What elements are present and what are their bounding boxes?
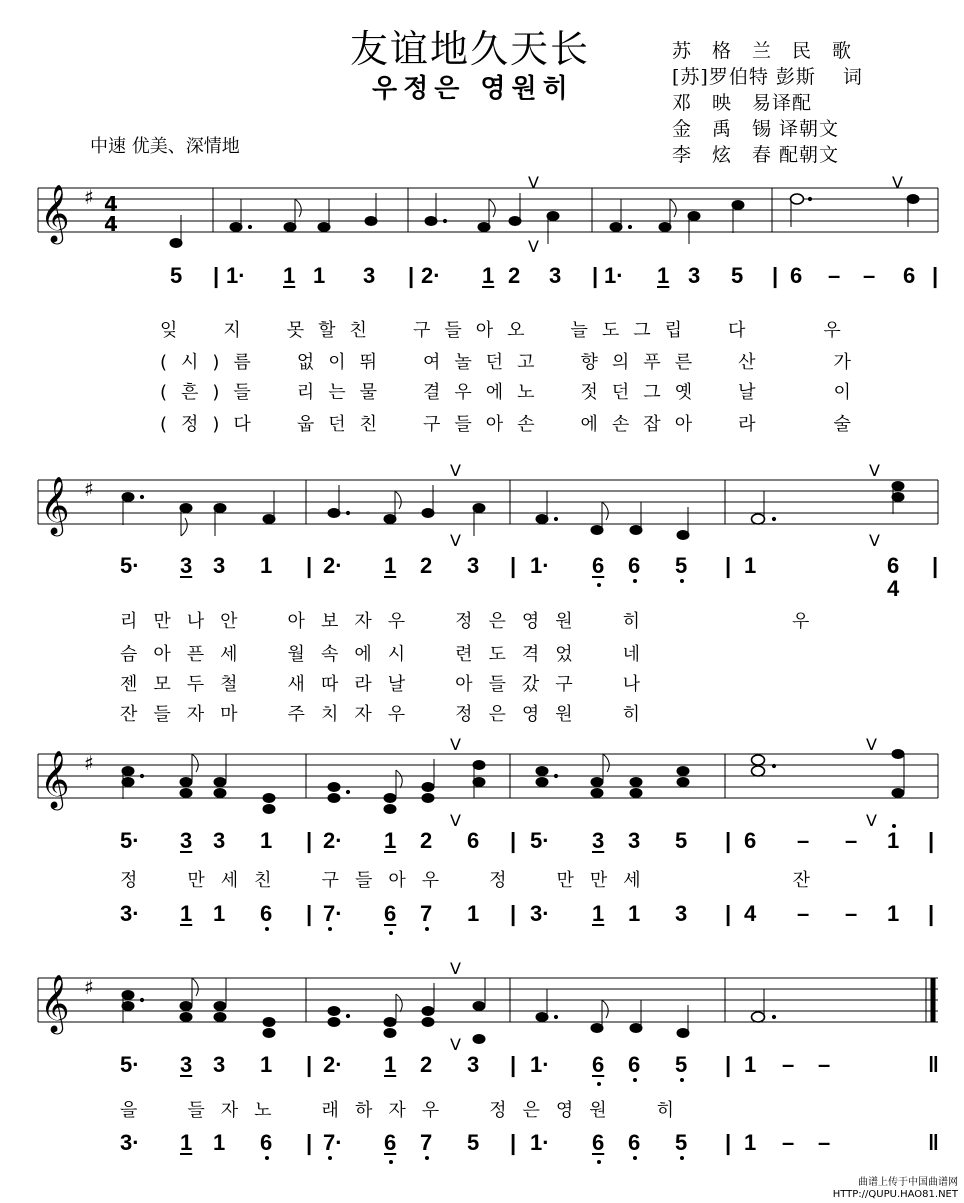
jianpu-note-s2-1: 3 bbox=[180, 553, 193, 578]
jianpu-note-s2-5: 2· bbox=[323, 553, 343, 578]
jianpu-note-s3-14: | bbox=[725, 828, 732, 853]
jianpu-note-s1-3: 1 bbox=[283, 263, 296, 288]
jianpu-note-s4-8: 3 bbox=[467, 1052, 480, 1077]
credits-block bbox=[672, 38, 863, 168]
jianpu-note-s1-7: 2· bbox=[421, 263, 441, 288]
jianpu-note-s2-17: | bbox=[932, 553, 939, 578]
svg-text:V: V bbox=[869, 461, 880, 480]
svg-text:𝄞: 𝄞 bbox=[40, 476, 70, 534]
jianpu-note-s1-16: | bbox=[772, 263, 779, 288]
jianpu-note-s2-15: 1 bbox=[744, 553, 757, 578]
jianpu-note-s4-16: – bbox=[782, 1052, 795, 1077]
jianpu-note-s1-17: 6 bbox=[790, 263, 803, 288]
jianpu-note-s3-10: 5· bbox=[530, 828, 550, 853]
svg-text:V: V bbox=[450, 735, 461, 754]
credit-lyricist: [苏]罗伯特 彭斯 词 bbox=[672, 66, 863, 88]
credit-translator: 邓 映 易译配 bbox=[672, 92, 813, 114]
jianpu-lower-s3-3: 6 bbox=[260, 901, 272, 927]
jianpu-note-s3-17: – bbox=[845, 828, 858, 853]
site-footer bbox=[833, 1177, 958, 1201]
jianpu-note-s4-9: | bbox=[510, 1052, 517, 1077]
jianpu-lower-s3-5: 7· bbox=[323, 901, 343, 927]
staff-system-2 bbox=[0, 462, 964, 562]
lyric-line-s2-4: 잔들자마 주치자우 정은영원 히 bbox=[120, 704, 657, 725]
song-title: 友谊地久天长 bbox=[350, 27, 591, 71]
jianpu-note-s3-12: 3 bbox=[628, 828, 641, 853]
jianpu-note-s2-6: 1 bbox=[384, 553, 397, 578]
jianpu-lower-s4-10: 1· bbox=[530, 1130, 550, 1155]
jianpu-note-s2-9: | bbox=[510, 553, 517, 578]
low-octave-dot bbox=[265, 1156, 269, 1160]
jianpu-lower-s3-8: 1 bbox=[467, 901, 480, 926]
jianpu-lower-s4-13: 5 bbox=[675, 1130, 687, 1156]
jianpu-lower-s3-6: 6 bbox=[384, 901, 396, 927]
jianpu-lower-s3-18: 1 bbox=[887, 901, 900, 926]
jianpu-lower-s3-12: 1 bbox=[628, 901, 641, 926]
svg-text:V: V bbox=[528, 237, 539, 256]
jianpu-lower-s4-15: 1 bbox=[744, 1130, 757, 1155]
jianpu-note-s1-18: – bbox=[828, 263, 841, 288]
svg-text:♯: ♯ bbox=[84, 185, 94, 209]
song-subtitle: 우정은 영원히 bbox=[372, 74, 574, 104]
jianpu-note-s2-16: 6 bbox=[887, 553, 900, 578]
jianpu-note-s3-0: 5· bbox=[120, 828, 140, 853]
jianpu-lower-s4-9: | bbox=[510, 1130, 517, 1155]
jianpu-note-s4-6: 1 bbox=[384, 1052, 397, 1077]
jianpu-lower-s4-7: 7 bbox=[420, 1130, 432, 1156]
svg-text:𝄞: 𝄞 bbox=[40, 184, 70, 242]
svg-text:♯: ♯ bbox=[84, 751, 94, 775]
jianpu-note-s1-10: 3 bbox=[549, 263, 562, 288]
jianpu-lower-s4-16: – bbox=[782, 1130, 795, 1155]
jianpu-lower-s3-13: 3 bbox=[675, 901, 688, 926]
jianpu-lower-s3-10: 3· bbox=[530, 901, 550, 926]
jianpu-lower-s3-14: | bbox=[725, 901, 732, 926]
lyric-line-s1-1: 잊 지 못할친 구들아오 늘도그립 다 우 bbox=[160, 320, 855, 341]
low-octave-dot bbox=[597, 583, 601, 587]
jianpu-note-s2-11: 6 bbox=[592, 553, 604, 579]
jianpu-note-s2-8: 3 bbox=[467, 553, 480, 578]
jianpu-note-s4-12: 6 bbox=[628, 1052, 640, 1078]
svg-text:V: V bbox=[450, 959, 461, 978]
jianpu-note-s3-5: 2· bbox=[323, 828, 343, 853]
footer-line-1: 曲谱上传于中国曲谱网 bbox=[858, 1177, 958, 1188]
jianpu-note-s3-9: | bbox=[510, 828, 517, 853]
jianpu-note-s1-0: 5 bbox=[170, 263, 183, 288]
low-octave-dot bbox=[425, 1156, 429, 1160]
jianpu-note-s4-4: | bbox=[306, 1052, 313, 1077]
jianpu-lower-s4-5: 7· bbox=[323, 1130, 343, 1156]
jianpu-note-s1-14: 3 bbox=[688, 263, 701, 288]
low-octave-dot bbox=[633, 1156, 637, 1160]
jianpu-note-s3-4: | bbox=[306, 828, 313, 853]
jianpu-note-s1-19: – bbox=[863, 263, 876, 288]
jianpu-note-s4-0: 5· bbox=[120, 1052, 140, 1077]
jianpu-note-s2-14: | bbox=[725, 553, 732, 578]
jianpu-note-s2-0: 5· bbox=[120, 553, 140, 578]
low-octave-dot bbox=[389, 1160, 393, 1164]
jianpu-note-s4-7: 2 bbox=[420, 1052, 433, 1077]
jianpu-note-s1-5: 3 bbox=[363, 263, 376, 288]
jianpu-lower-s4-6: 6 bbox=[384, 1130, 396, 1156]
jianpu-note-s4-5: 2· bbox=[323, 1052, 343, 1077]
jianpu-note-s3-19: | bbox=[928, 828, 935, 853]
jianpu-note-s1-21: | bbox=[932, 263, 939, 288]
credit-origin: 苏 格 兰 民 歌 bbox=[672, 40, 853, 62]
jianpu-note-s2-4: | bbox=[306, 553, 313, 578]
jianpu-note-s3-2: 3 bbox=[213, 828, 226, 853]
jianpu-note-s3-6: 1 bbox=[384, 828, 397, 853]
jianpu-note-s3-3: 1 bbox=[260, 828, 273, 853]
jianpu-note-s1-15: 5 bbox=[731, 263, 744, 288]
low-octave-dot bbox=[328, 1156, 332, 1160]
jianpu-note-s4-10: 1· bbox=[530, 1052, 550, 1077]
jianpu-note-s3-18: 1 bbox=[887, 828, 899, 854]
staff-system-4 bbox=[0, 960, 964, 1060]
footer-line-2: HTTP://QUPU.HAO81.NET bbox=[832, 1189, 958, 1200]
jianpu-note-s2-3: 1 bbox=[260, 553, 273, 578]
staff-system-3 bbox=[0, 736, 964, 836]
jianpu-lower-s3-2: 1 bbox=[213, 901, 226, 926]
low-octave-dot bbox=[265, 927, 269, 931]
lyric-line-s3-1: 정 만세친 구들아우 정 만만세 잔 bbox=[120, 870, 827, 891]
jianpu-lower-s3-11: 1 bbox=[592, 901, 605, 926]
jianpu-lower-s4-17: – bbox=[818, 1130, 831, 1155]
jianpu-note-s3-15: 6 bbox=[744, 828, 757, 853]
low-octave-dot bbox=[633, 1078, 637, 1082]
jianpu-note-s3-8: 6 bbox=[467, 828, 480, 853]
jianpu-note-s2-13: 5 bbox=[675, 553, 687, 579]
jianpu-note-s1-11: | bbox=[592, 263, 599, 288]
jianpu-note-s4-11: 6 bbox=[592, 1052, 604, 1078]
jianpu-lower-s4-12: 6 bbox=[628, 1130, 640, 1156]
low-octave-dot bbox=[328, 927, 332, 931]
jianpu-note-s1-6: | bbox=[408, 263, 415, 288]
jianpu-note-s1-20: 6 bbox=[903, 263, 916, 288]
lyric-line-s1-2: (시)름 없이뛰 여놀던고 향의푸른 산 가 bbox=[160, 352, 865, 373]
low-octave-dot bbox=[680, 1156, 684, 1160]
svg-text:V: V bbox=[450, 1035, 461, 1054]
lyric-line-s2-2: 슴아픈세 월속에시 련도격었 네 bbox=[120, 644, 657, 665]
jianpu-note-s1-2: 1· bbox=[226, 263, 246, 288]
credit-korean-arranger: 李 炫 春 配朝文 bbox=[672, 144, 840, 166]
svg-text:♯: ♯ bbox=[84, 975, 94, 999]
jianpu-lower-s3-9: | bbox=[510, 901, 517, 926]
jianpu-note-s4-13: 5 bbox=[675, 1052, 687, 1078]
jianpu-lower-s4-18: ‖ bbox=[928, 1130, 939, 1155]
svg-text:V: V bbox=[528, 173, 539, 192]
lyric-line-s1-3: (흔)들 리는물 결우에노 젓던그옛 날 이 bbox=[160, 382, 865, 403]
jianpu-note-s3-11: 3 bbox=[592, 828, 605, 853]
jianpu-lower-s3-17: – bbox=[845, 901, 858, 926]
jianpu-note-s2-2: 3 bbox=[213, 553, 226, 578]
jianpu-lower-s3-4: | bbox=[306, 901, 313, 926]
tempo-marking: 中速 优美、深情地 bbox=[90, 136, 240, 157]
jianpu-note-s2-12: 6 bbox=[628, 553, 640, 579]
jianpu-note-s2-extra: 4 bbox=[887, 576, 900, 601]
svg-text:V: V bbox=[866, 735, 877, 754]
low-octave-dot bbox=[680, 1078, 684, 1082]
low-octave-dot bbox=[389, 931, 393, 935]
jianpu-note-s2-7: 2 bbox=[420, 553, 433, 578]
jianpu-lower-s4-2: 1 bbox=[213, 1130, 226, 1155]
jianpu-lower-s4-4: | bbox=[306, 1130, 313, 1155]
jianpu-note-s4-14: | bbox=[725, 1052, 732, 1077]
svg-text:V: V bbox=[450, 461, 461, 480]
low-octave-dot bbox=[597, 1082, 601, 1086]
svg-text:V: V bbox=[450, 531, 461, 550]
jianpu-note-s1-1: | bbox=[213, 263, 220, 288]
jianpu-note-s4-3: 1 bbox=[260, 1052, 273, 1077]
jianpu-note-s4-1: 3 bbox=[180, 1052, 193, 1077]
jianpu-note-s4-15: 1 bbox=[744, 1052, 757, 1077]
svg-text:4: 4 bbox=[104, 192, 118, 216]
staff-system-1 bbox=[0, 170, 964, 270]
low-octave-dot bbox=[425, 927, 429, 931]
jianpu-lower-s3-16: – bbox=[797, 901, 810, 926]
jianpu-lower-s4-3: 6 bbox=[260, 1130, 272, 1156]
svg-text:V: V bbox=[869, 531, 880, 550]
jianpu-lower-s4-14: | bbox=[725, 1130, 732, 1155]
low-octave-dot bbox=[597, 1160, 601, 1164]
svg-text:♯: ♯ bbox=[84, 477, 94, 501]
jianpu-note-s1-9: 2 bbox=[508, 263, 521, 288]
jianpu-lower-s4-0: 3· bbox=[120, 1130, 140, 1155]
svg-text:V: V bbox=[866, 811, 877, 830]
jianpu-note-s3-13: 5 bbox=[675, 828, 688, 853]
high-octave-dot bbox=[892, 824, 896, 828]
jianpu-note-s4-18: ‖ bbox=[928, 1052, 939, 1077]
jianpu-note-s1-4: 1 bbox=[313, 263, 326, 288]
jianpu-note-s1-8: 1 bbox=[482, 263, 495, 288]
lyric-line-s2-3: 젠모두철 새따라날 아들갔구 나 bbox=[120, 674, 657, 695]
jianpu-lower-s3-19: | bbox=[928, 901, 935, 926]
jianpu-lower-s4-1: 1 bbox=[180, 1130, 193, 1155]
jianpu-lower-s4-8: 5 bbox=[467, 1130, 480, 1155]
jianpu-lower-s3-15: 4 bbox=[744, 901, 757, 926]
jianpu-note-s2-10: 1· bbox=[530, 553, 550, 578]
jianpu-lower-s4-11: 6 bbox=[592, 1130, 604, 1156]
jianpu-note-s4-17: – bbox=[818, 1052, 831, 1077]
jianpu-lower-s3-7: 7 bbox=[420, 901, 432, 927]
jianpu-note-s4-2: 3 bbox=[213, 1052, 226, 1077]
lyric-line-s1-4: (정)다 웁던친 구들아손 에손잡아 라 술 bbox=[160, 414, 865, 435]
low-octave-dot bbox=[633, 579, 637, 583]
jianpu-note-s1-12: 1· bbox=[604, 263, 624, 288]
svg-text:𝄞: 𝄞 bbox=[40, 974, 70, 1032]
jianpu-note-s3-16: – bbox=[797, 828, 810, 853]
low-octave-dot bbox=[680, 579, 684, 583]
jianpu-note-s3-1: 3 bbox=[180, 828, 193, 853]
jianpu-lower-s3-1: 1 bbox=[180, 901, 193, 926]
svg-text:𝄞: 𝄞 bbox=[40, 750, 70, 808]
jianpu-note-s3-7: 2 bbox=[420, 828, 433, 853]
svg-text:V: V bbox=[892, 173, 903, 192]
lyric-line-s2-1: 리만나안 아보자우 정은영원 히 우 bbox=[120, 611, 826, 632]
jianpu-lower-s3-0: 3· bbox=[120, 901, 140, 926]
credit-korean-translator: 金 禹 锡 译朝文 bbox=[672, 118, 840, 140]
jianpu-note-s1-13: 1 bbox=[657, 263, 670, 288]
svg-text:V: V bbox=[450, 811, 461, 830]
svg-text:4: 4 bbox=[104, 212, 118, 236]
lyric-line-s4-1: 을 들자노 래하자우 정은영원 히 bbox=[120, 1100, 691, 1121]
